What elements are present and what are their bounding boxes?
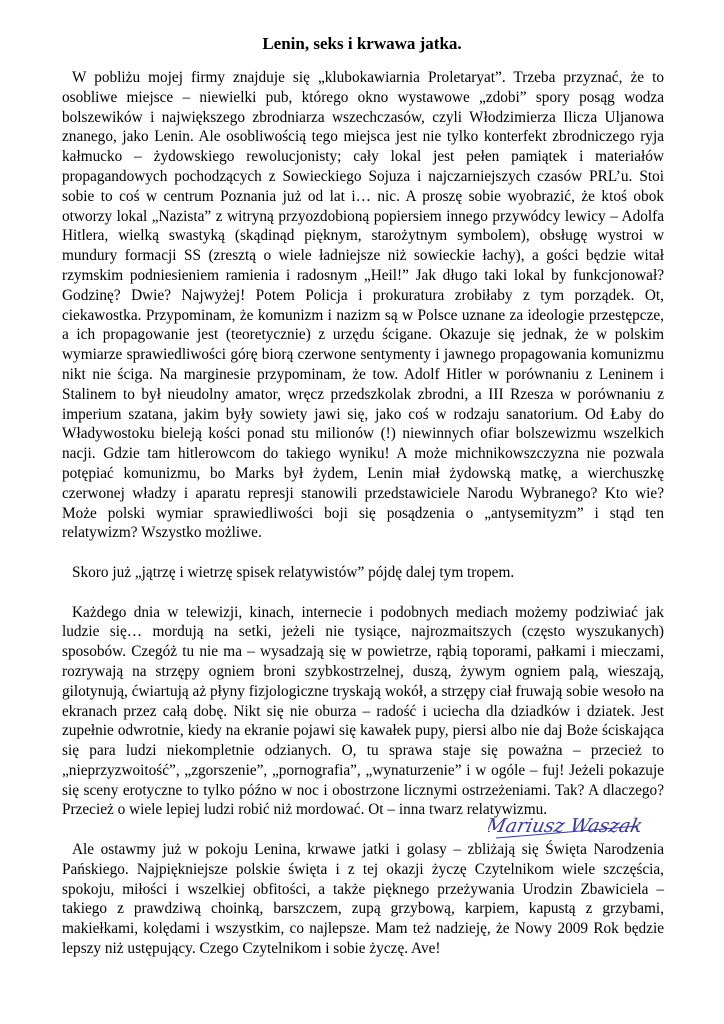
author-signature — [488, 800, 658, 855]
paragraph: Ale ostawmy już w pokoju Lenina, krwawe jatki i golasy – zbliżają się Święta Narodzenia Pańskiego. Najpiękniejsze polskie święta i z tej okazji życzę Czytelnikom wiele szczęścia, spokoju, miłości i wszelkiej obfitości, a także pięknego przeżywania Urodzin Zbawiciela – takiego z prawdziwą choinką, barszczem, zupą grzybową, karpiem, kapustą z grzybami, makiełkami, kolędami i wszystkim, co najlepsze. Mam też nadzieję, że Nowy 2009 Rok będzie lepszy niż ustępujący. Czego Czytelnikom i sobie życzę. Ave! — [62, 841, 664, 958]
page-title: Lenin, seks i krwawa jatka. — [262, 34, 462, 53]
paragraph: W pobliżu mojej firmy znajduje się „klubokawiarnia Proletaryat”. Trzeba przyznać, że to osobliwe miejsce – niewielki pub, którego okno wystawowe „zdobi” spory posąg wodza bolszewików i największego zbrodniarza wszechczasów, czyli Włodzimierza Ilicza Uljanowa znanego, jako Lenin. Ale osobliwością tego miejsca jest nie tylko konterfekt zbrodniczego ryja kałmucko – żydowskiego rewolucjonisty; cały lokal jest pełen pamiątek i materiałów propagandowych pochodzących z Sowieckiego Sojuza i najczarniejszych czasów PRL’u. Stoi sobie to coś w centrum Poznania już od lat i… nic. A proszę sobie wyobrazić, że ktoś obok otworzy lokal „Nazista” z witryną przyozdobioną popiersiem innego przywódcy lewicy – Adolfa Hitlera, wielką swastyką (skądinąd pięknym, starożytnym symbolem), obsługę wystroi w mundury formacji SS (zresztą o wiele ładniejsze niż sowieckie łachy), a gości będzie witał rzymskim podniesieniem ramienia i radosnym „Heil!” Jak długo taki lokal by funkcjonował? Godzinę? Dwie? Najwyżej! Potem Policja i prokuratura zrobiłaby z tym porządek. Ot, ciekawostka. Przypominam, że komunizm i nazizm są w Polsce uznane za ideologie przestępcze, a ich propagowanie jest (teoretycznie) z urzędu ścigane. Okazuje się jednak, że w polskim wymiarze sprawiedliwości górę biorą czerwone sentymenty i jawnego propagowania komunizmu nikt nie ściga. Na marginesie przypominam, że tow. Adolf Hitler w porównaniu z Leninem i Stalinem to był nieudolny amator, wręcz przedszkolak zbrodni, a III Rzesza w porównaniu z imperium szatana, jakim były sowiety jawi się, jako coś w rodzaju sanatorium. Od Łaby do Władywostoku bieleją kości ponad stu milionów (!) niewinnych ofiar bolszewizmu wszelkich nacji. Gdzie tam hitlerowcom do takiego wyniku! A może michnikowszczyzna nie pozwala potępiać komunizmu, bo Marks był żydem, Lenin miał żydowską matkę, a wierchuszkę czerwonej władzy i aparatu represji stanowili przedstawiciele Narodu Wybranego? Kto wie? Może polski wymiar sprawiedliwości boji się posądzenia o „antysemityzm” i stąd ten relatywizm? Wszystko możliwe. — [62, 69, 664, 542]
paragraph: Skoro już „jątrzę i wietrzę spisek relatywistów” pójdę dalej tym tropem. — [72, 563, 515, 581]
signature-text: Mariusz Waszak — [488, 814, 645, 837]
paragraph: Każdego dnia w telewizji, kinach, internecie i podobnych mediach możemy podziwiać jak ludzie się… mordują na setki, jeżeli nie tysiące, najrozmaitszych (często wyszukanych) sposobów. Czegóż tu nie ma – wysadzają się w powietrze, rąbią toporami, pałkami i mieczami, rozrywają na strzępy ogniem broni szybkostrzelnej, duszą, żywym ogniem palą, wieszają, gilotynują, ćwiartują aż płyny fizjologiczne tryskają wokół, a strzępy ciał fruwają sobie wesoło na ekranach przez całą dobę. Nikt się nie oburza – radość i uciecha dla dziadków i dziatek. Jest zupełnie odwrotnie, kiedy na ekranie pojawi się kawałek pupy, piersi albo nie daj Boże ściskająca się para ludzi niekompletnie odzianych. O, tu sprawa staje się poważna – przecież to „nieprzyzwoitość”, „zgorszenie”, „pornografia”, „wynaturzenie” i w ogóle – fuj! Jeżeli pokazuje się sceny erotyczne to tylko późno w noc i obostrzone licznymi ostrzeżeniami. Tak? A dlaczego? Przecież o wiele lepiej ludzi robić niż mordować. Ot – inna twarz relatywizmu. — [62, 603, 664, 819]
